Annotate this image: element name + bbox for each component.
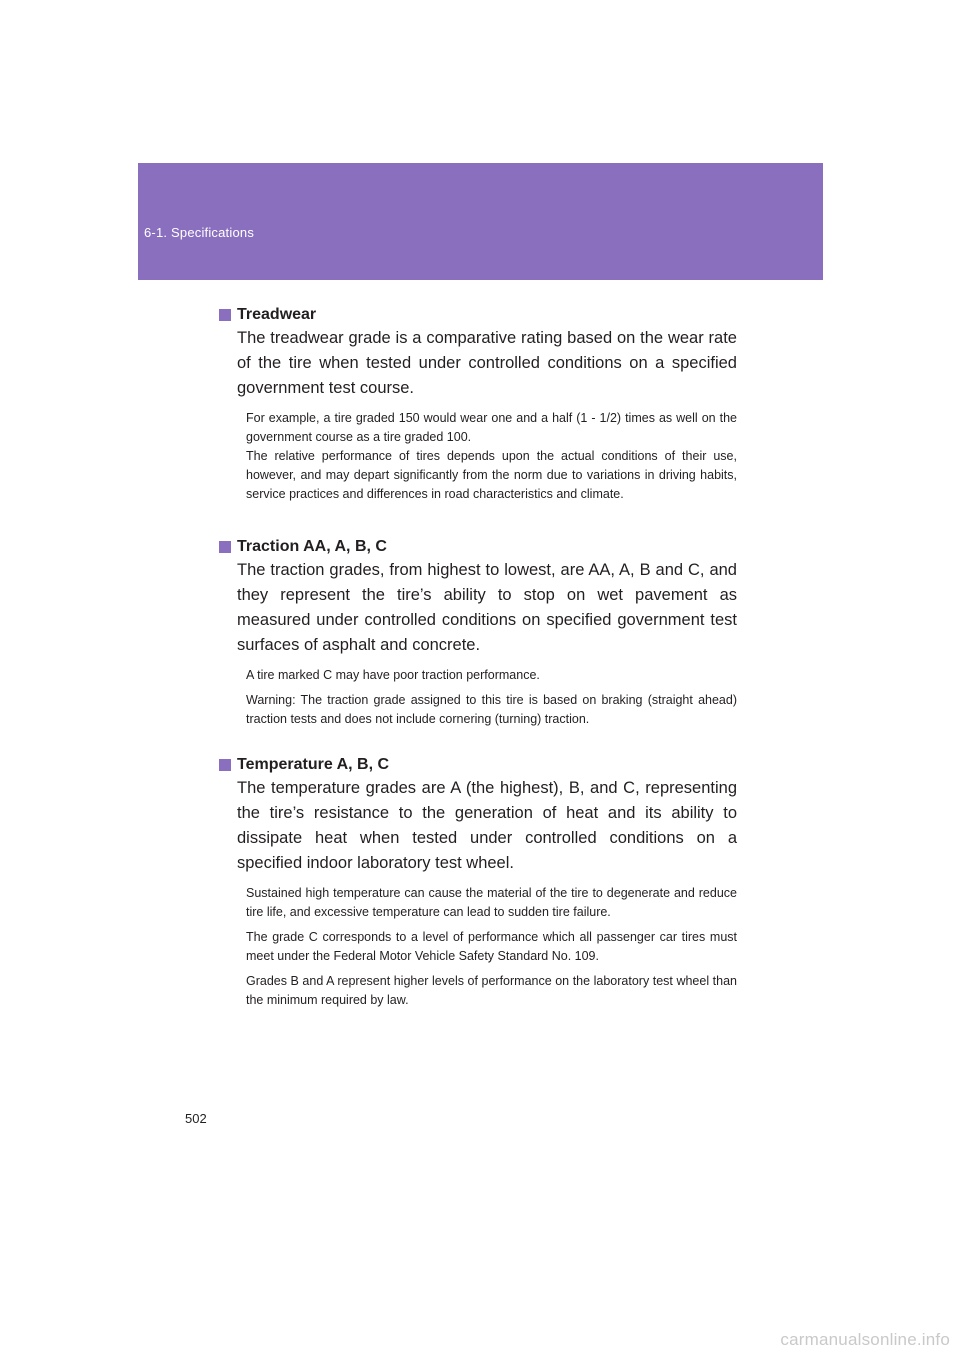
section-body: The treadwear grade is a comparative rating based on the wear rate of the tire when tested under controlled conditions on a specified government test course. xyxy=(237,329,737,397)
section-label: 6-1. Specifications xyxy=(144,225,255,240)
section-body: The temperature grades are A (the highest), B, and C, representing the tire’s resistance to the generation of heat and its ability to dissipate heat when tested under controlled conditions on a specified indoor laboratory test wheel. xyxy=(237,779,737,872)
section-heading xyxy=(219,536,737,558)
square-bullet-icon xyxy=(219,309,231,321)
note-text: Warning: The traction grade assigned to this tire is based on braking (straight ahead) traction tests and does not include cornering (turning) traction. xyxy=(246,693,737,726)
note-block xyxy=(246,666,737,729)
page-content xyxy=(219,304,737,1034)
note-block xyxy=(246,409,737,504)
section-temperature xyxy=(219,754,737,1034)
section-heading-text: Traction AA, A, B, C xyxy=(237,538,387,555)
section-heading-text: Temperature A, B, C xyxy=(237,756,390,773)
page-number: 502 xyxy=(185,1111,207,1126)
watermark: carmanualsonline.info xyxy=(780,1330,950,1349)
note-text: A tire marked C may have poor traction performance. xyxy=(246,668,540,682)
section-heading xyxy=(219,754,737,776)
note-text: Sustained high temperature can cause the material of the tire to degenerate and reduce tire life, and excessive temperature can lead to sudden tire failure. xyxy=(246,886,737,919)
section-treadwear xyxy=(219,304,737,536)
note-block xyxy=(246,884,737,1010)
note-text: The relative performance of tires depends upon the actual conditions of their use, however, and may depart significantly from the norm due to variations in driving habits, service practices and differences in road characteristics and climate. xyxy=(246,449,737,501)
note-text: The grade C corresponds to a level of performance which all passenger car tires must meet under the Federal Motor Vehicle Safety Standard No. 109. xyxy=(246,930,737,963)
section-heading-text: Treadwear xyxy=(237,306,317,323)
header-band xyxy=(138,163,823,280)
note-text: For example, a tire graded 150 would wear one and a half (1 - 1/2) times as well on the government course as a tire graded 100. xyxy=(246,411,737,444)
square-bullet-icon xyxy=(219,759,231,771)
square-bullet-icon xyxy=(219,541,231,553)
section-traction xyxy=(219,536,737,754)
section-body: The traction grades, from highest to lowest, are AA, A, B and C, and they represent the tire’s ability to stop on wet pavement as measured under controlled conditions on specified government test surfaces of asphalt and concrete. xyxy=(237,561,737,654)
section-heading xyxy=(219,304,737,326)
note-text: Grades B and A represent higher levels of performance on the laboratory test wheel than the minimum required by law. xyxy=(246,974,737,1007)
